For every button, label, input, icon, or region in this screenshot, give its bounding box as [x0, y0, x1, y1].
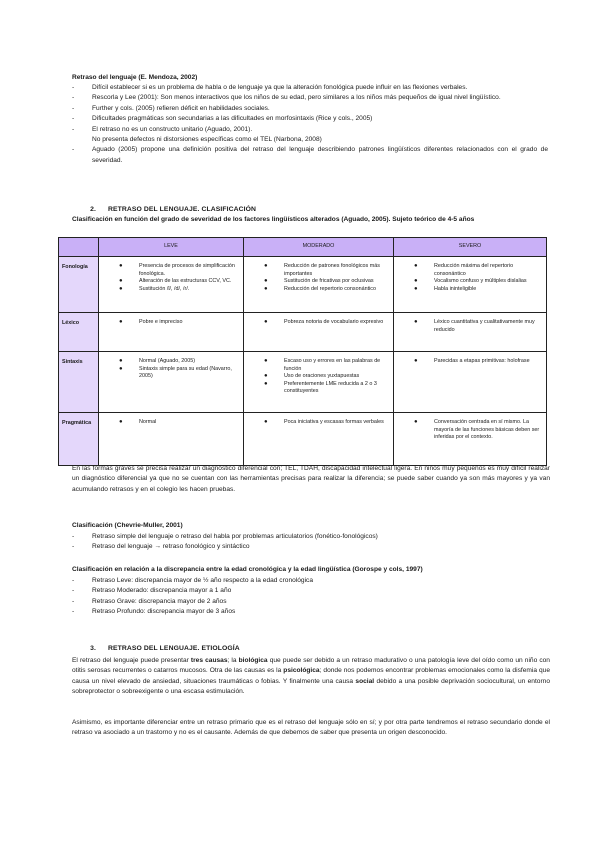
list-item: - Retraso del lenguaje → retraso fonológico y sintáctico — [72, 543, 250, 551]
section-heading-mendoza: Retraso del lenguaje (E. Mendoza, 2002) — [72, 74, 198, 81]
list-item: - Retraso Grave: discrepancia mayor de 2 años — [72, 597, 227, 605]
cell-severo: ● Reducción máxima del repertorio consonántico ● Vocalismo confuso y múltiples dislalias ● Habla ininteligible — [394, 257, 547, 313]
header-cell-empty — [59, 238, 99, 257]
list-item: - Retraso Leve: discrepancia mayor de ½ año respecto a la edad cronológica — [72, 577, 314, 584]
section-2-heading: 2. RETRASO DEL LENGUAJE. CLASIFICACIÓN — [90, 206, 257, 213]
gorospe-heading: Clasificación en relación a la discrepancia entre la edad cronológica y la edad lingüística (Gorospe y cols, 1997) — [72, 566, 423, 573]
header-cell-leve: LEVE — [99, 238, 244, 257]
cell-leve: ● Presencia de procesos de simplificación fonológica. ● Alteración de las estructuras CCV, VC. ● Sustitución /l/, /d/, /r/. — [99, 257, 244, 313]
cell-severo: ● Léxico cuantitativa y cualitativamente muy reducido — [394, 313, 547, 352]
list-item: - Retraso Profundo: discrepancia mayor de 3 años — [72, 608, 236, 616]
mendoza-list — [72, 83, 548, 166]
cell-moderado: ● Pobreza notoria de vocabulario expresivo — [244, 313, 394, 352]
cell-leve: ● Pobre e impreciso — [99, 313, 244, 352]
table-caption: Clasificación en función del grado de severidad de los factores lingüísticos alterados (Aguado, 2005). Sujeto teórico de 4-5 años — [72, 216, 475, 223]
table-row — [59, 257, 547, 313]
list-item: - Difícil establecer si es un problema de habla o de lenguaje ya que la alteración fonológica puede influir en las flexiones verbales. — [72, 84, 468, 91]
cell-leve: ● Normal — [99, 413, 244, 466]
row-label: Sintaxis — [59, 352, 99, 413]
list-item-continuation: No presenta defectos ni distorsiones específicas como el TEL (Narbona, 2008) — [92, 136, 322, 144]
header-cell-moderado: MODERADO — [244, 238, 394, 257]
etiology-paragraph: El retraso del lenguaje puede presentar tres causas; la biológica que puede ser debido a un retraso madurativo o una patología leve del oído como un niño con otitis serosas recurrentes o catarros mucosos. Otra de las causas es la psicológica; donde nos podemos encontrar problemas emocionales como la disfemia que causa un nivel elevado de ansiedad, situaciones traumáticas o fobias. Y finalmente una causa social debido a una posible deprivación sociocultural, un entorno sobreprotector o sobreexigente o una escasa estimulación. — [72, 657, 550, 696]
primary-secondary-paragraph: Asimismo, es importante diferenciar entre un retraso primario que es el retraso del lenguaje sólo en sí; y por otra parte tendremos el retraso secundario donde el retraso va asociado a un trastorno y no es el causante. Además de que debemos de saber que presenta un origen desconocido. — [72, 719, 550, 737]
table-header-row — [59, 238, 547, 257]
table-row — [59, 313, 547, 352]
cell-moderado: ● Poca iniciativa y escasas formas verbales — [244, 413, 394, 466]
chevrie-heading: Clasificación (Chevrie-Muller, 2001) — [72, 522, 183, 529]
table-row — [59, 352, 547, 413]
cell-moderado: ● Escaso uso y errores en las palabras de función ● Uso de oraciones yuxtapuestas ● Preferentemente LME reducida a 2 o 3 constituyentes — [244, 352, 394, 413]
cell-moderado: ● Reducción de patrones fonológicos más importantes ● Sustitución de fricativas por oclusivas ● Reducción del repertorio consonántico — [244, 257, 394, 313]
gorospe-list — [72, 576, 548, 618]
list-item: - Dificultades pragmáticas son secundarias a las dificultades en morfosintaxis (Rice y cols., 2005) — [72, 115, 373, 123]
table-row — [59, 413, 547, 466]
list-item: - Retraso simple del lenguaje o retraso del habla por problemas articulatorios (fonético-fonológicos) — [72, 533, 378, 540]
chevrie-list — [72, 532, 548, 553]
cell-severo: ● Parecidas a etapas primitivas: holofrase — [394, 352, 547, 413]
cell-severo: ● Conversación centrada en sí mismo. La mayoría de las funciones básicas deben ser inferidas por el contexto. — [394, 413, 547, 466]
list-item: - Aguado (2005) propone una definición positiva del retraso del lenguaje describiendo patrones lingüísticos diferentes relacionados con el grado de severidad. — [72, 146, 548, 164]
list-item: - Retraso Moderado: discrepancia mayor a 1 año — [72, 587, 232, 595]
section-3-heading: 3. RETRASO DEL LENGUAJE. ETIOLOGÍA — [90, 645, 240, 652]
row-label: Léxico — [59, 313, 99, 352]
row-label: Pragmática — [59, 413, 99, 466]
row-label: Fonología — [59, 257, 99, 313]
cell-leve: ● Normal (Aguado, 2005) ● Sintaxis simple para su edad (Navarro, 2005) — [99, 352, 244, 413]
header-cell-severo: SEVERO — [394, 238, 547, 257]
list-item: - El retraso no es un constructo unitario (Aguado, 2001). No presenta defectos ni distorsiones específicas como el TEL (Narbona, 2008) — [72, 125, 322, 144]
list-item: - Further y cols. (2005) refieren déficit en habilidades sociales. — [72, 104, 270, 112]
differential-diagnosis-paragraph: En las formas graves se precisa realizar un diagnóstico diferencial con; TEL, TDAH, discapacidad intelectual ligera. En niños muy pequeños es muy difícil realizar un diagnóstico diferencial ya que no se cuentan con las herramientas precisas para realizar la diferencia; se puede saber cuando ya son más mayores y ya van acumulando retrasos y en el colegio les hacen pruebas. — [72, 465, 550, 493]
classification-table — [58, 237, 547, 466]
list-item: - Rescorla y Lee (2001): Son menos interactivos que los niños de su edad, pero similares a los niños más pequeños de igual nivel lingüístico. — [72, 94, 501, 102]
